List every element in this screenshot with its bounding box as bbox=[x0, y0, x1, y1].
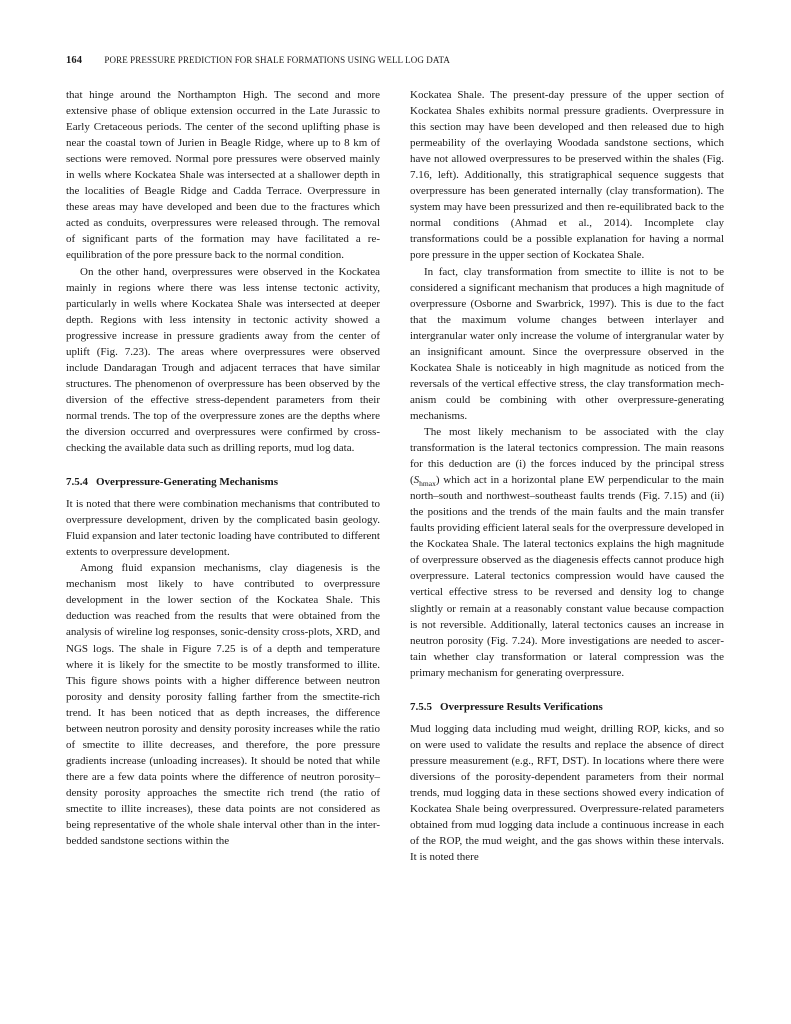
paragraph: It is noted that there were combination mechanisms that contributed to overpressure development, driven by the complicated basin geology. Fluid expansion and later tectonic loading have contributed to different extents to overpressure development. bbox=[66, 498, 380, 559]
page-number: 164 bbox=[66, 55, 83, 66]
running-title: PORE PRESSURE PREDICTION FOR SHALE FORMATIONS USING WELL LOG DATA bbox=[104, 55, 450, 65]
left-column bbox=[66, 87, 380, 849]
spacer bbox=[410, 681, 724, 699]
stress-subscript: hmax bbox=[419, 479, 436, 489]
running-header bbox=[66, 55, 726, 69]
section-heading-7-5-4 bbox=[66, 474, 380, 490]
section-title: Overpressure Results Verifications bbox=[440, 700, 603, 713]
stress-symbol: S bbox=[413, 474, 420, 487]
paragraph: that hinge around the Northampton High. The second and more extensive phase of oblique extension occurred in the Late Jurassic to Early Cretaceous periods. The center of the second uplifting phase is near the coastal town of Jurien in Beagle Ridge, where up to 8 km of sections were removed. Normal pore pressures were observed mainly in wells where Kockatea Shale was intersected at a shallower depth in the localities of Beagle Ridge and Cadda Terrace. Overpressure in these areas may have developed and been due to the fractures which acted as conduits, overpressures were released through. The removal of significant parts of the formation may have facilitated a re-equilibration of the pore pressure back to the normal condition. bbox=[66, 89, 380, 262]
section-number: 7.5.5 bbox=[410, 700, 432, 713]
paragraph: Among fluid expansion mechanisms, clay diagenesis is the mechanism most likely to have contributed to overpressure development in the lower section of the Kockatea Shale. This deduction was reached from the results that were obtained from the analysis of wireline log responses, sonic-density cross-plots, XRD, and NGS logs. The shale in Figure 7.25 is of a depth and temperature where it is likely for the smectite to be mostly transformed to illite. This figure shows points with a higher difference between neutron porosity and density porosity falling farther from the smectite-rich trend. It has been noticed that as depth increases, the difference between neutron porosity and density porosity increases while the ratio of smectite to illite decreases, and therefore, the pore pressure gradients increase (unloading increases). It should be noted that while there are a few data points where the difference of neutron porosity–density porosity approaches the smectite rich trend (the ratio of smectite to illite increases), these data points are not considered as being representative of the whole shale interval other than in the inter-bedded sandstone sections within the bbox=[66, 562, 380, 848]
paragraph: On the other hand, overpressures were observed in the Kockatea mainly in regions where there was less intense tectonic activity, particularly in wells where Kockatea Shale was intersected at deeper depth. Regions with less intensity in tectonic activity showed a progressive increase in pressure gradients away from the center of uplift (Fig. 7.23). The areas where overpressures were observed include Dandaragan Trough and adjacent terraces that have similar structures. The phenomenon of overpressure has been observed by the diversion of the effective stress-dependent parameters from their normal trends. The top of the overpressure zones are the depths where the diversion occurred and overpressures were confirmed by cross-checking the available data such as drilling reports, mud log data. bbox=[66, 265, 380, 455]
text-run: ) which act in a horizontal plane EW perpendicular to the main north–south and northwest–southeast faults trends (Fig. 7.15) and (ii) the positions and the trends of the main faults and the main transfer faults providing efficient lateral seals for the overpressure developed in the Kockatea Shale. The lateral tectonics explains the high magnitude of overpressure observed as the diagenesis effects cannot produce high overpressure. Lateral tectonics compression would have caused the vertical effective stress to be reversed and density log to change slightly or remain at a reasonably constant value because compaction is not reversible. Additionally, lateral tectonics causes an increase in neutron porosity (Fig. 7.24). More investigations are needed to ascertain whether clay transformation or lateral compression was the primary mechanism for generating overpressure. bbox=[410, 474, 724, 679]
section-heading-7-5-5 bbox=[410, 699, 724, 715]
paragraph bbox=[410, 424, 724, 681]
section-title: Overpressure-Generating Mechanisms bbox=[96, 476, 278, 489]
right-column bbox=[410, 87, 724, 865]
section-number: 7.5.4 bbox=[66, 476, 88, 489]
spacer bbox=[66, 456, 380, 474]
paragraph: Kockatea Shale. The present-day pressure of the upper section of Kockatea Shales exhibits normal pressure gradients. Overpressure in this section may have been developed and then released due to high permeability of the overlaying Woodada sandstone sections, which have not allowed overpressures to be preserved within the shales (Fig. 7.16, left). Additionally, this stratigraphical sequence suggests that overpressure has been generated internally (clay transformation). The system may have been pressurized and then re-equilibrated back to the normal conditions (Ahmad et al., 2014). Incomplete clay transformations could be a possible explanation for having a normal pore pressure in the upper section of Kockatea Shale. bbox=[410, 89, 724, 262]
text-run: The most likely mechanism to be associated with the clay transformation is the lateral tectonics compression. The main reasons for this deduction are (i) the forces induced by the principal stress ( bbox=[410, 425, 724, 487]
paragraph: In fact, clay transformation from smectite to illite is not to be considered a significant mechanism that produces a high magnitude of overpressure (Osborne and Swarbrick, 1997). This is due to the fact that the maximum volume changes between interlayer and intergranular water only increase the volume of intergranular water by an insignificant amount. Since the overpressure observed in the Kockatea Shale is noticeably in high magnitude as noticed from the reversals of the vertical effective stress, the clay transformation mechanism could be combining with other overpressure-generating mechanisms. bbox=[410, 265, 724, 422]
paragraph: Mud logging data including mud weight, drilling ROP, kicks, and so on were used to validate the results and replace the absence of direct pressure measurement (e.g., RFT, DST). In locations where there were diversions of the porosity-dependent parameters from their normal trends, mud logging data in these sections showed every indication of Kockatea Shale being overpressured. Overpressure-related parameters obtained from mud logging data include a continuous increase in each of the ROP, the mud weight, and the gas shows within these intervals. It is noted there bbox=[410, 722, 724, 864]
